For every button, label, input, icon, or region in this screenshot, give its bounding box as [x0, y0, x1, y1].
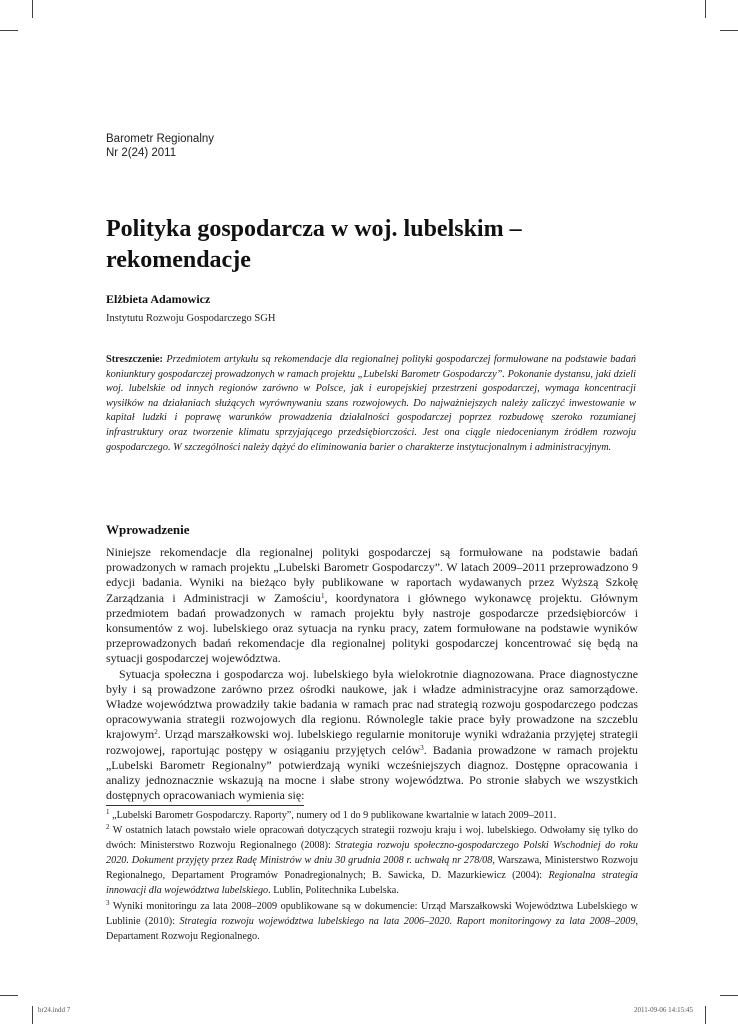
slug-filename: br24.indd 7 [38, 1006, 71, 1014]
footnote-1-number: 1 [106, 808, 110, 816]
slug-timestamp: 2011-09-06 14:15:45 [634, 1006, 694, 1014]
footnote-3-italic: Strategia rozwoju województwa lubelskiego na lata 2006–2020. Raport monitoringowy za lata 2008–2009 [179, 915, 636, 927]
footnote-2 [106, 823, 638, 898]
footnote-3-number: 3 [106, 898, 110, 907]
paragraph-1 [106, 545, 638, 667]
footnote-3 [106, 899, 638, 944]
paragraph-2-text-a: Sytuacja społeczna i gospodarcza woj. lubelskiego była wielokrotnie diagnozowana. Prace diagnostyczne były i są prowadzone zarówno przez ośrodki naukowe, jak i władze administracyjne oraz samorządowe. Władze województwa prowadziły takie badania w ramach prac nad strategią rozwoju gospodarczego podczas opracowywania strategii rozwojowych dla regionu. Równolegle takie prace były prowadzone na szczeblu krajowym [106, 666, 638, 742]
crop-mark-top-left [32, 0, 33, 18]
section-body [106, 545, 638, 803]
crop-mark-top-right-h [720, 30, 738, 31]
journal-header [106, 132, 214, 160]
journal-issue: Nr 2(24) 2011 [106, 147, 177, 159]
article-title: Polityka gospodarcza w woj. lubelskim – rekomendacje [106, 216, 522, 273]
paragraph-2-text-b: . Urząd marszałkowski woj. lubelskiego regularnie monitoruje wyniki wdrażania przyjętej strategii rozwojowej, raportując postępy w osiąganiu przyjętych celów [106, 727, 638, 757]
footnotes [106, 808, 638, 944]
footnote-ref-2: 2 [154, 728, 158, 737]
paragraph-1-text-b: , koordynatora i głównego wykonawcę projektu. Głównym przedmiotem badań prowadzonych w ramach projektu były nastroje gospodarcze przedsiębiorców i konsumentów z woj. lubelskiego oraz sytuacja na rynku pracy, zatem formułowane na podstawie wyników przeprowadzonych badań rekomendacje dla regionalnej polityki gospodarczej koncentrować się będą na sytuacji gospodarczej województwa. [106, 590, 638, 666]
footnote-2-italic-2: Regionalna strategia innowacji dla województwa lubelskiego [106, 870, 638, 897]
crop-mark-bottom-right-h [720, 995, 738, 996]
author-affiliation: Instytutu Rozwoju Gospodarczego SGH [106, 313, 276, 324]
footnote-divider [106, 805, 304, 806]
author-name: Elżbieta Adamowicz [106, 292, 211, 306]
crop-mark-bottom-right [705, 1006, 706, 1024]
footnote-ref-1: 1 [320, 591, 325, 600]
abstract-label: Streszczenie: [106, 354, 163, 365]
paragraph-1-text-a: Niniejsze rekomendacje dla regionalnej polityki gospodarczej są formułowane na podstawie badań prowadzonych w ramach projektu „Lubelski Barometr Gospodarczy”. W latach 2009–2011 przeprowadzono 9 edycji badania. Wyniki na bieżąco były publikowane w raportach wydawanych przez Wyższą Szkołę Zarządzania i Administracji w Zamościu [106, 545, 638, 605]
footnote-2-text-b: , Warszawa, Ministerstwo Rozwoju Regionalnego, Departament Programów Ponadregionalnych; B. Sawicka, D. Mazurkiewicz (2004): [106, 855, 638, 882]
journal-name: Barometr Regionalny [106, 133, 215, 145]
crop-mark-bottom-left-h [0, 995, 18, 996]
paragraph-2 [106, 667, 638, 804]
crop-mark-top-right [705, 0, 706, 18]
crop-mark-top-left-h [0, 30, 18, 31]
footnote-2-number: 2 [106, 823, 110, 832]
footnote-3-text-a: Wyniki monitoringu za lata 2008–2009 opublikowane są w dokumencie: Urząd Marszałkowski Województwa Lubelskiego w Lublinie (2010): [106, 900, 638, 927]
footnote-ref-3: 3 [420, 743, 424, 752]
footnote-1 [106, 808, 638, 823]
abstract-text: Przedmiotem artykułu są rekomendacje dla regionalnej polityki gospodarczej formułowane na podstawie badań koniunktury gospodarczej prowadzonych w ramach projektu „Lubelski Barometr Gospodarczy”. Pokonanie dystansu, jaki dzieli woj. lubelskie od innych regionów zarówno w Polsce, jak i europejskiej przestrzeni gospodarczej, wymaga koncentracji wysiłków na działaniach służących wyrównywaniu szans rozwojowych. Do najważniejszych należy zaliczyć inwestowanie w kapitał ludzki i poprawę warunków prowadzenia działalności gospodarczej poprzez rozbudowę szeroko rozumianej infrastruktury oraz tworzenie klimatu sprzyjającego przedsiębiorczości. Jest ona ciągle niedocenianym źródłem rozwoju gospodarczego. W szczególności należy dążyć do eliminowania barier o charakterze instytucjonalnym i administracyjnym. [106, 354, 637, 453]
paragraph-2-text-c: . Badania prowadzone w ramach projektu „Lubelski Barometr Regionalny” potwierdzają wyniki wcześniejszych diagnoz. Dostępne opracowania i analizy jednoznacznie wskazują na mocne i słabe strony województwa. Po stronie słabych we wszystkich dostępnych opracowaniach wymienia się: [106, 742, 639, 803]
footnote-2-text-c: . Lublin, Politechnika Lubelska. [268, 885, 399, 897]
footnote-2-italic-1: Strategia rozwoju społeczno-gospodarczego Polski Wschodniej do roku 2020. Dokument przyjęty przez Radę Ministrów w dniu 30 grudnia 2008 r. uchwałą nr 278/08 [106, 840, 638, 867]
crop-mark-bottom-left [32, 1006, 33, 1024]
footnote-1-text: „Lubelski Barometr Gospodarczy. Raporty”, numery od 1 do 9 publikowane kwartalnie w latach 2009–2011. [109, 810, 557, 821]
section-heading: Wprowadzenie [106, 522, 190, 537]
footnote-2-text-a: W ostatnich latach powstało wiele opracowań dotyczących strategii rozwoju kraju i woj. lubelskiego. Odwołamy się tylko do dwóch: Ministerstwo Rozwoju Regionalnego (2008): [106, 825, 638, 852]
footnote-3-text-b: , Departament Rozwoju Regionalnego. [106, 915, 639, 942]
abstract [106, 353, 636, 455]
